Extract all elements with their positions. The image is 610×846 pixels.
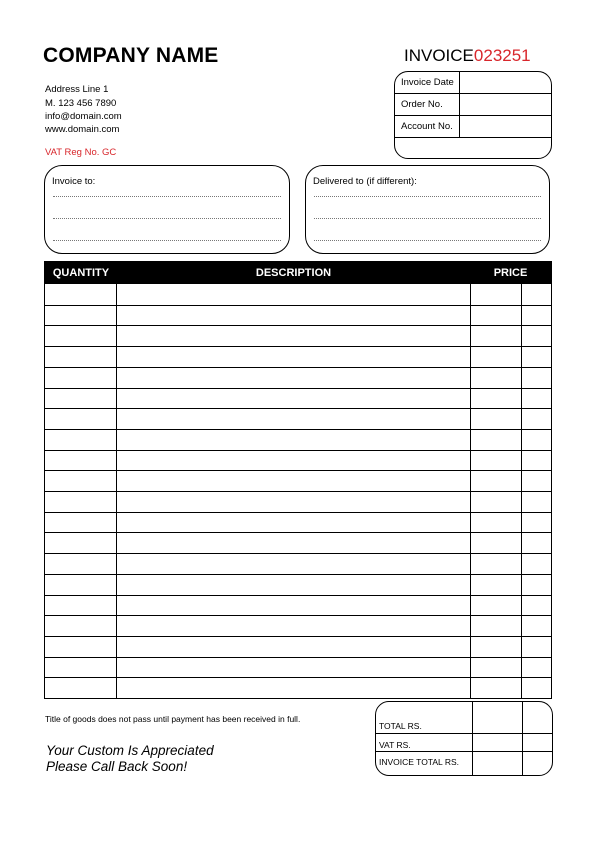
invoice-label: INVOICE xyxy=(404,46,474,65)
table-row-divider xyxy=(45,325,551,326)
address-line: Address Line 1 xyxy=(45,84,109,95)
column-header-description: DESCRIPTION xyxy=(255,267,332,279)
account-no-row xyxy=(395,115,551,137)
company-email: info@domain.com xyxy=(45,111,122,122)
table-row-divider xyxy=(45,595,551,596)
vat-label: VAT RS. xyxy=(379,740,411,750)
table-row-divider xyxy=(45,553,551,554)
account-no-label: Account No. xyxy=(401,121,453,132)
invoice-date-row xyxy=(395,72,551,93)
terms-note: Title of goods does not pass until payment has been received in full. xyxy=(45,714,301,724)
invoice-to-box[interactable] xyxy=(44,165,290,254)
totals-box xyxy=(375,701,553,776)
table-row-divider xyxy=(45,491,551,492)
thanks-line-1: Your Custom Is Appreciated xyxy=(46,743,214,758)
table-row-divider xyxy=(45,615,551,616)
invoice-number: 023251 xyxy=(473,46,531,65)
table-row-divider xyxy=(45,388,551,389)
invoice-date-field[interactable] xyxy=(459,72,552,94)
invoice-date-label: Invoice Date xyxy=(401,77,454,88)
table-row-divider xyxy=(45,429,551,430)
thanks-message xyxy=(46,743,214,775)
table-row-divider xyxy=(45,574,551,575)
order-no-label: Order No. xyxy=(401,99,443,110)
table-row-divider xyxy=(45,408,551,409)
company-website: www.domain.com xyxy=(45,124,120,135)
vat-reg: VAT Reg No. GC xyxy=(45,147,117,158)
totals-divider xyxy=(472,702,473,775)
totals-row-divider xyxy=(376,733,552,734)
totals-divider xyxy=(522,702,523,775)
dotted-line xyxy=(314,196,541,197)
thanks-line-2: Please Call Back Soon! xyxy=(46,759,188,774)
table-row-divider xyxy=(45,346,551,347)
items-table-header xyxy=(45,262,551,284)
order-no-row xyxy=(395,93,551,115)
company-name: COMPANY NAME xyxy=(43,44,219,67)
total-label: TOTAL RS. xyxy=(379,721,422,731)
invoice-to-label: Invoice to: xyxy=(52,176,96,187)
table-row-divider xyxy=(45,677,551,678)
column-divider xyxy=(116,262,117,698)
column-divider xyxy=(470,262,471,698)
items-table xyxy=(44,261,552,699)
table-row-divider xyxy=(45,367,551,368)
table-row-divider xyxy=(45,450,551,451)
dotted-line xyxy=(53,196,281,197)
dotted-line xyxy=(314,218,541,219)
column-header-price: PRICE xyxy=(493,267,528,279)
table-row-divider xyxy=(45,636,551,637)
table-row-divider xyxy=(45,470,551,471)
info-box-footer xyxy=(395,137,551,159)
table-row-divider xyxy=(45,657,551,658)
invoice-title xyxy=(404,46,531,66)
delivered-to-box[interactable] xyxy=(305,165,550,254)
company-mobile: M. 123 456 7890 xyxy=(45,98,117,109)
dotted-line xyxy=(53,240,281,241)
account-no-field[interactable] xyxy=(459,116,552,138)
dotted-line xyxy=(314,240,541,241)
order-no-field[interactable] xyxy=(459,94,552,116)
invoice-info-box xyxy=(394,71,552,159)
delivered-to-label: Delivered to (if different): xyxy=(313,176,417,187)
table-row-divider xyxy=(45,532,551,533)
invoice-total-label: INVOICE TOTAL RS. xyxy=(379,757,459,767)
totals-row-divider xyxy=(376,751,552,752)
column-header-quantity: QUANTITY xyxy=(52,267,110,279)
table-row-divider xyxy=(45,305,551,306)
table-row-divider xyxy=(45,512,551,513)
dotted-line xyxy=(53,218,281,219)
